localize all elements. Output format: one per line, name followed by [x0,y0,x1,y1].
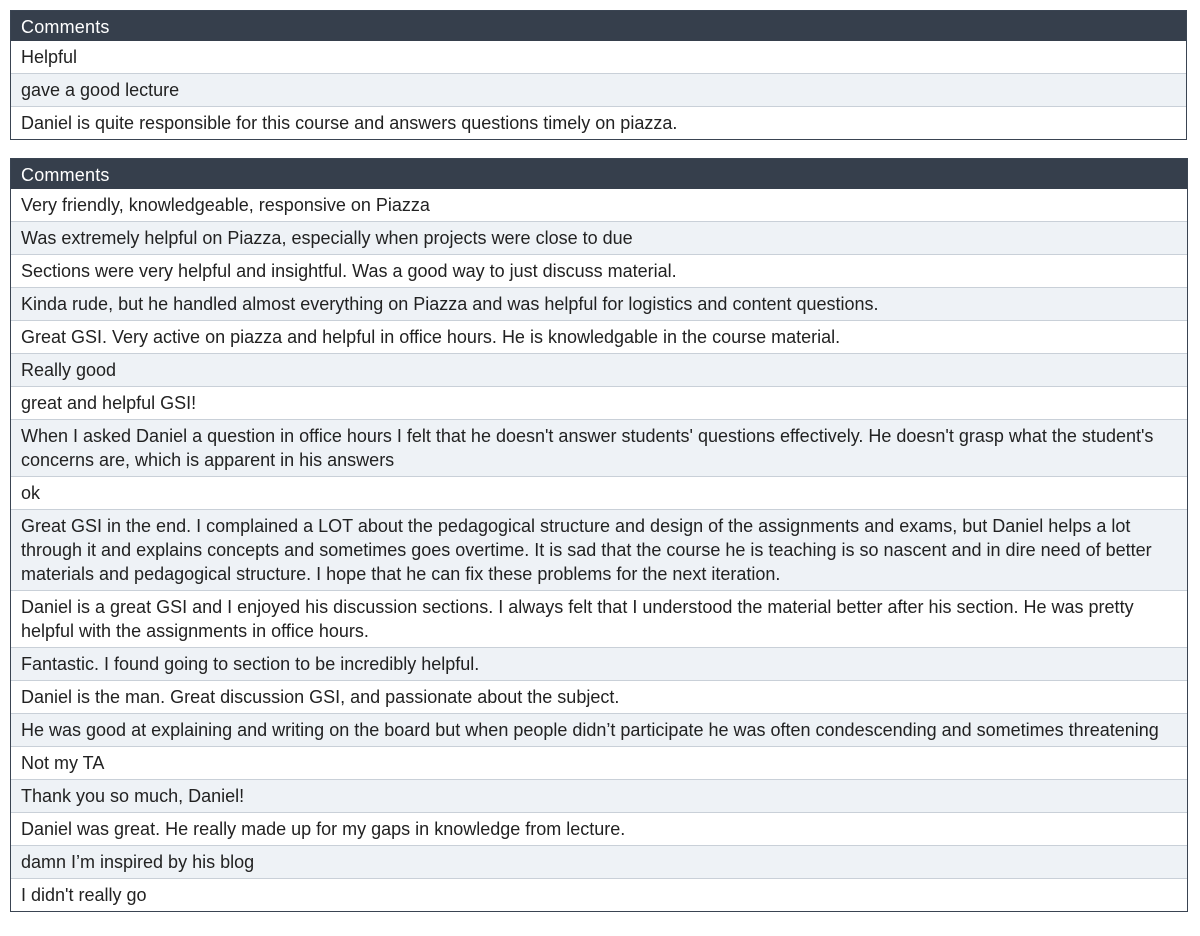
comment-row: Was extremely helpful on Piazza, especially when projects were close to due [11,221,1187,254]
comment-row: great and helpful GSI! [11,386,1187,419]
table-header: Comments [11,159,1187,189]
table-header: Comments [11,11,1186,41]
table-body [11,189,1187,911]
comment-row: Very friendly, knowledgeable, responsive on Piazza [11,189,1187,221]
comments-table-1 [10,10,1187,140]
comment-row: Daniel was great. He really made up for my gaps in knowledge from lecture. [11,812,1187,845]
comment-row: Daniel is the man. Great discussion GSI, and passionate about the subject. [11,680,1187,713]
comment-row: damn I’m inspired by his blog [11,845,1187,878]
comment-row: Kinda rude, but he handled almost everything on Piazza and was helpful for logistics and content questions. [11,287,1187,320]
comment-row: Helpful [11,41,1186,73]
comment-row: Great GSI in the end. I complained a LOT about the pedagogical structure and design of the assignments and exams, but Daniel helps a lot through it and explains concepts and sometimes goes overtime. It is sad that the course he is teaching is so nascent and in dire need of better materials and pedagogical structure. I hope that he can fix these problems for the next iteration. [11,509,1187,590]
comment-row: gave a good lecture [11,73,1186,106]
comments-table-2 [10,158,1188,912]
comment-row: Really good [11,353,1187,386]
comment-row: Fantastic. I found going to section to be incredibly helpful. [11,647,1187,680]
comment-row: Thank you so much, Daniel! [11,779,1187,812]
comment-row: I didn't really go [11,878,1187,911]
comment-row: When I asked Daniel a question in office hours I felt that he doesn't answer students' questions effectively. He doesn't grasp what the student's concerns are, which is apparent in his answers [11,419,1187,476]
comment-row: ok [11,476,1187,509]
comment-row: Daniel is a great GSI and I enjoyed his discussion sections. I always felt that I understood the material better after his section. He was pretty helpful with the assignments in office hours. [11,590,1187,647]
comment-row: Daniel is quite responsible for this course and answers questions timely on piazza. [11,106,1186,139]
comment-row: He was good at explaining and writing on the board but when people didn’t participate he was often condescending and sometimes threatening [11,713,1187,746]
comment-row: Great GSI. Very active on piazza and helpful in office hours. He is knowledgable in the course material. [11,320,1187,353]
table-body [11,41,1186,139]
comment-row: Sections were very helpful and insightful. Was a good way to just discuss material. [11,254,1187,287]
comment-row: Not my TA [11,746,1187,779]
